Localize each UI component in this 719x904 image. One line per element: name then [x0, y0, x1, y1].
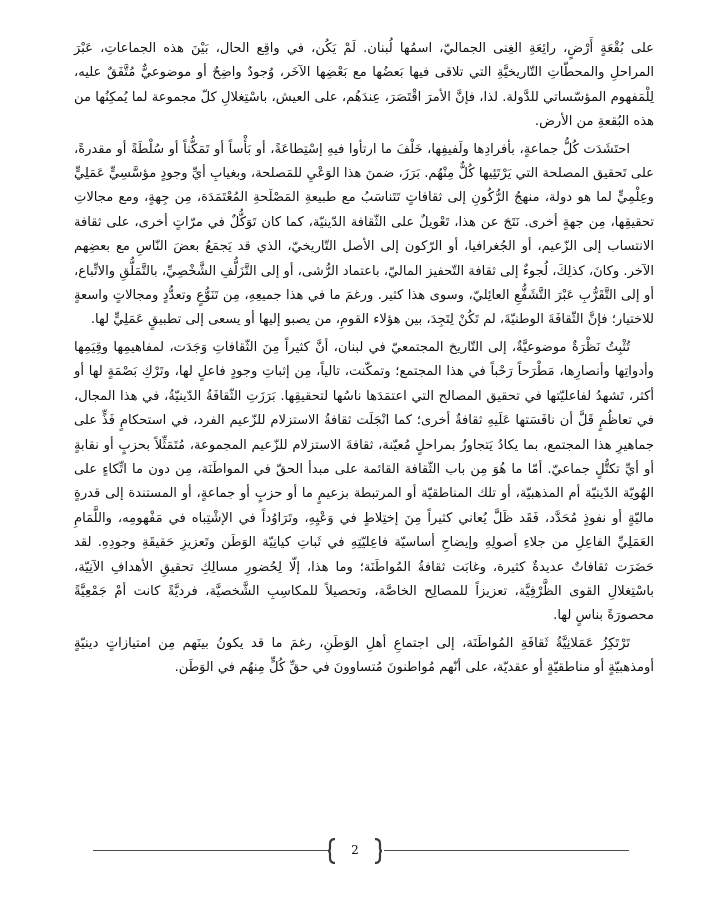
page-number-frame: [328, 838, 382, 864]
page-body: [74, 37, 654, 681]
footer-divider-right: [384, 850, 629, 851]
paragraph-1: على بُقْعَةٍ أَرْضٍ، رائِعَةِ الغِنى الجماليّ، اسمُها لُبنان. لَمْ يَكُن، في واقِع الحال، بَيْنَ هذه الجماعاتِ، عَبْرَ المراحلِ والمحطّاتِ التّاريخيَّةِ التي تلاقى فيها بَعضُها مع بَعْضِها الآخَر، وُجودٌ واضِحٌ أو موضوعيٌّ مُتَّفَقٌ عليه، لِلْمَفهوم المؤسّساتي للدَّولة. لذا، فإنَّ الأمرَ اقْتَصَرَ، عِندَهُم، على العيش، باسْتِغلالِ كلّ مجموعة لما يُمكِنُها من هذه البُقعةِ من الأرض.: [74, 41, 654, 130]
page-number: 2: [351, 843, 359, 857]
paragraph-2: احتَشَدَت كُلُّ جماعةٍ، بأفرادِها ولَفيفِها، خَلْفَ ما ارتأوا فيهِ إسْتِطاعَةً، أو بَأْساً أو تَمَكُّناً أو سُلْطَةً أو مقدرةً، على تَحقيق المصلحة التي يَرْتَئِيها كُلٌّ مِنْهُم. بَرَزَ، ضمنَ هذا الوَعْيِ للمَصلحة، وبغيابِ أيِّ وجودٍ مؤسَّسِيٍّ عَمَلِيٍّ وعِلْمِيٍّ لما هو دولة، منهجُ الرُّكُونِ إلى ثقافاتٍ تَتَناسَبُ مع طبيعةِ المَصْلَحةِ المُعْتَمَدَة، مِن جِهةٍ، ومع مجالاتِ تحقيقِها، مِن جهةٍ أخرى. نَتَجَ عن هذا، تَعْويلٌ على الثّقافة الدّينيّة، كما كان تَوَكُّلٌ في مرّاتٍ أخرى، على ثقافة الانتساب إلى الزّعيم، أو الجُغرافيا، أو الرّكون إلى الأصل التّاريخيّ، الذي قد يَجمَعُ بعضَ النّاسِ مع بعضِهم الآخر. وكانَ، كذلِكَ، لُجوءٌ إلى ثقافة التّحفيز الماليّ، باعتماد الرُّشى، أو إلى التَّزَلُّفِ الشَّخْصِيِّ، بالتَّمَلُّقِ والاتِّباع، أو إلى التَّقَرُّبِ عَبْرَ التَّشَفُّعِ العائِليّ، وسوى هذا كثير. ورغمَ ما في هذا جميعِهِ، مِن تَنَوُّعٍ وتعدُّدٍ ومجالاتٍ واسعةٍ للاختيار؛ فإنَّ الثّقافَةَ الوطنيّةَ، لم تَكُنْ لِتَجِدَ، بين هؤلاء القومِ، من يصبو إليها أو يسعى إلى تطبيقٍ عَمَلِيٍّ لها.: [74, 141, 654, 328]
footer-divider-left: [93, 850, 328, 851]
paragraph-3: تُثْبِتُ نَظْرَةٌ موضوعيَّةٌ، إلى التّاريخ المجتمعيّ في لبنان، أنَّ كثيراً مِنَ الثّقافاتِ وَجَدَت، لمفاهيمِها وقِيَمِها وأدواتِها وأنصارِها، مَطْرَحاً رَحْباً في هذا المجتمع؛ وتمكّنت، تالياً، مِن إثباتِ وجودٍ فاعلٍ لها، وتَرْكِ بَصْمَةٍ لها أو أكثر، تَشهدُ لفاعليّتها في تحقيق المصالح التي اعتمَدَها ناسُها لتحقيقِها. بَرَزَتِ الثّقافَةُ الدّينيّةُ، في هذا المجال، في تعاظُمٍ قَلَّ أن نافَسَتها عَلَيهِ ثقافةٌ أخرى؛ كما انْجَلَت ثقافةُ الاستزلام للزّعيم الفرد، في استحكامٍ فَذٍّ على جماهيرِ هذا المجتمع، بما يكادُ يَتجاوزُ بمراحلٍ مُعيّنة، ثقافةَ الاستزلام للزّعيم المجموعة، مُتَمَثِّلاً بحزبٍ أو نقابةٍ أو أيِّ تكتُّلٍ جماعيّ. أمّا ما هُوَ مِن باب الثّقافة القائمة على مبدأ الحقّ في المواطَنَة، مِن دون ما اتِّكاءٍ على الهُويّة الدّينيّة أم المذهبيّة، أو تلك المناطقيّة أو المرتبطة بزعيمٍ ما أو حزبٍ أو جماعةٍ، أو المستندة إلى قدرةٍ ماليّةٍ أو نفوذٍ مُحَدَّد، فَقَد ظَلَّ يُعاني كثيراً مِنَ إختِلاطٍ في وَعْيِهِ، وتَرَاوُداً في الإشْتِباه في مَفْهومِه، واللَّمَامِ العَمَلِيِّ الفاعِلِ من جلاءِ أصولِهِ وإيضاحِ أساسيّة فاعِليّتِهِ في ثَباتِ كيانِيّة الوَطَن وتَعزيزِ حَقيقَةِ وجودِهِ. لقد حَضَرَت ثقافاتٌ عديدةٌ كثيرة، وغابَت ثقافةُ المُواطَنَة؛ وما هذا، إلّا لِحُضورِ مسالِكِ تحقيقِ الأهدافِ الآنِيّة، باسْتِغلالِ القوى الظَّرْفِيَّة، تعزيزاً للمصالِح الخاصَّة، وتحصيلاً للمكاسِبِ الشَّخصيَّة، فرديَّةً كانت أمْ جَمْعِيَّةً محصورَةً بناسٍ لها.: [74, 339, 654, 624]
paragraph-4: تَرْتَكِزُ عَمَلانِيَّةُ ثَقافَةِ المُواطَنَة، إلى اجتماعِ أهلِ الوَطَنِ، رغمَ ما قد يكونُ بينَهم مِن امتيازاتٍ دينيّةٍ أومذهبيّةٍ أو مناطقيّةٍ أو عقديّة، على أنّهم مُواطنونَ مُتساوونَ في حقِّ كُلٍّ مِنهُم في الوَطَن.: [74, 635, 654, 676]
page-footer: [0, 836, 719, 866]
